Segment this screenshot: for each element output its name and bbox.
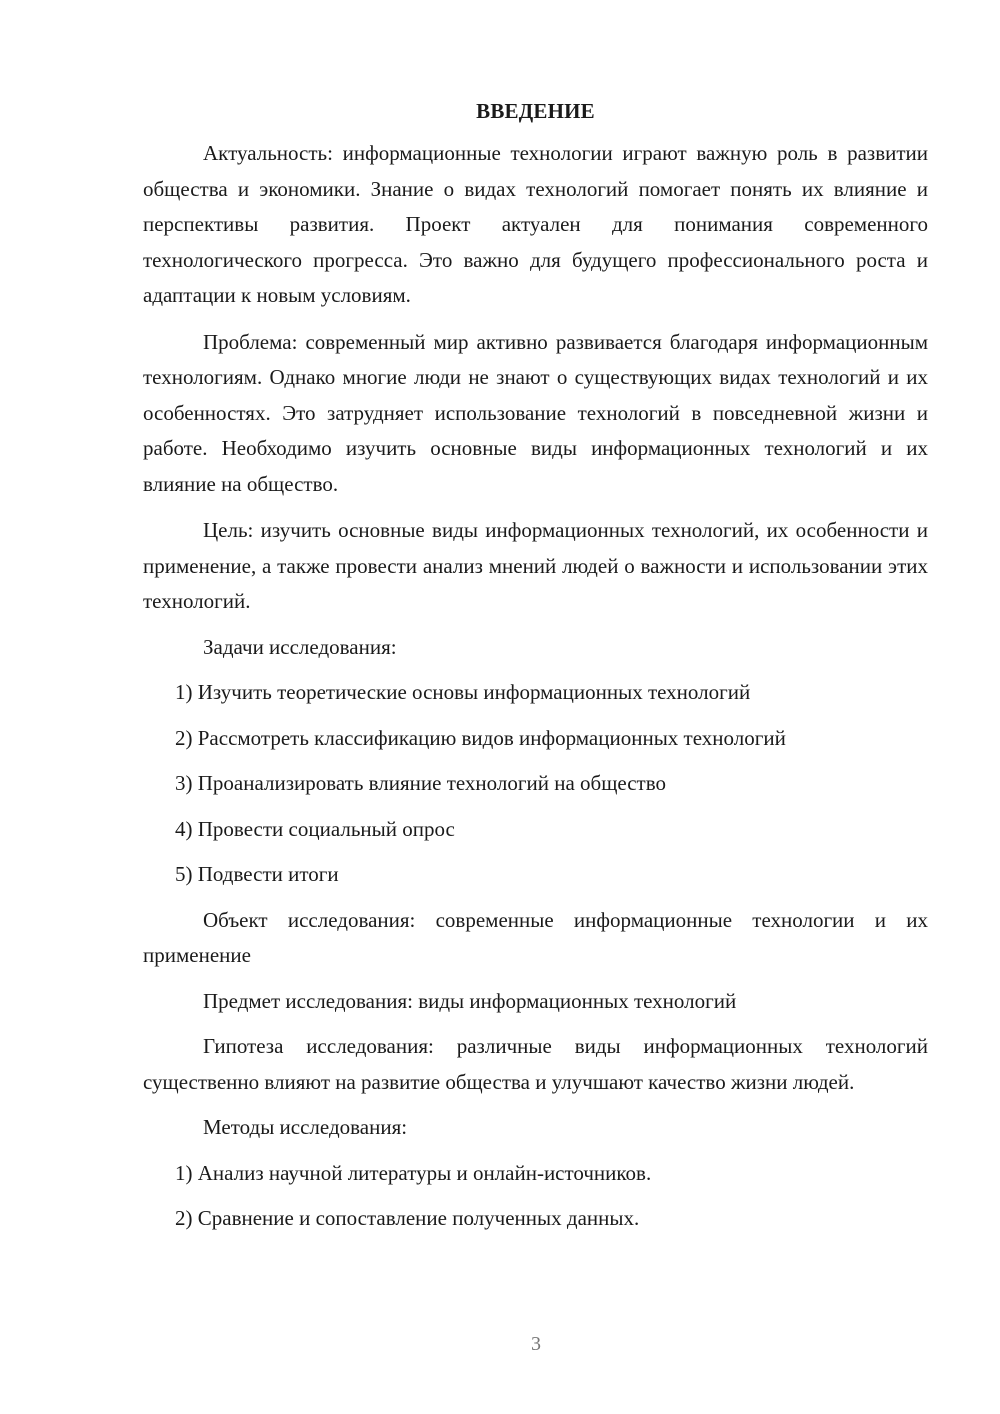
paragraph-object: Объект исследования: современные информационные технологии и их применение (143, 907, 928, 967)
task-item-4: 4) Провести социальный опрос (175, 816, 455, 841)
task-item-3: 3) Проанализировать влияние технологий на общество (175, 771, 666, 795)
page-number: 3 (531, 1333, 541, 1355)
task-item-1: 1) Изучить теоретические основы информационных технологий (175, 680, 751, 704)
paragraph-hypothesis: Гипотеза исследования: различные виды информационных технологий существенно влияют на развитие общества и улучшают качество жизни людей. (143, 1034, 928, 1094)
task-item-2: 2) Рассмотреть классификацию видов информационных технологий (175, 725, 786, 750)
method-item-1: 1) Анализ научной литературы и онлайн-источников. (175, 1160, 652, 1185)
tasks-heading: Задачи исследования: (203, 634, 397, 659)
paragraph-relevance: Актуальность: информационные технологии играют важную роль в развитии общества и экономики. Знание о видах технологий помогает понять их влияние и перспективы развития. Проект актуален для понимания современного технологического прогресса. Это важно для будущего профессионального роста и адаптации к новым условиям. (143, 141, 928, 307)
paragraph-goal: Цель: изучить основные виды информационных технологий, их особенности и применение, а также провести анализ мнений людей о важности и использовании этих технологий. (143, 518, 928, 613)
section-title: ВВЕДЕНИЕ (476, 99, 595, 123)
methods-heading: Методы исследования: (203, 1115, 408, 1139)
method-item-2: 2) Сравнение и сопоставление полученных данных. (175, 1206, 640, 1230)
paragraph-subject: Предмет исследования: виды информационных технологий (203, 988, 737, 1013)
task-item-5: 5) Подвести итоги (175, 862, 339, 886)
page-content (143, 96, 928, 1237)
paragraph-problem: Проблема: современный мир активно развивается благодаря информационным технологиям. Однако многие люди не знают о существующих видах технологий и их особенностях. Это затрудняет использование технологий в повседневной жизни и работе. Необходимо изучить основные виды информационных технологий и их влияние на общество. (143, 329, 928, 496)
